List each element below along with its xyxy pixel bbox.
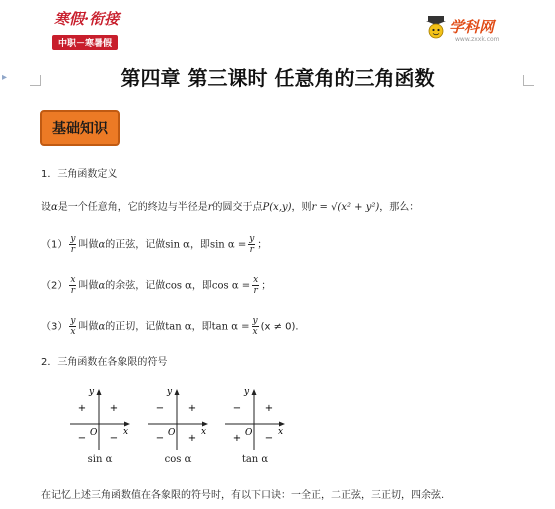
logo-right-text: 学科网 xyxy=(449,18,495,36)
logo-right-url: www.zxxk.com xyxy=(455,36,500,43)
svg-text:−: − xyxy=(109,433,119,444)
item2-heading: 2．三角函数在各象限的符号 xyxy=(41,357,168,368)
fraction: $\frac{y}{x}$ xyxy=(252,316,258,337)
svg-text:x: x xyxy=(278,427,284,437)
svg-text:O: O xyxy=(90,428,98,438)
brand-logo-right xyxy=(425,14,525,48)
svg-text:+: + xyxy=(77,403,87,414)
diagram-caption: cos α xyxy=(164,454,192,465)
mascot-icon xyxy=(425,14,447,42)
svg-text:y: y xyxy=(167,387,173,397)
axes-icon xyxy=(223,386,287,452)
section-badge: 基础知识 xyxy=(40,110,120,146)
svg-text:+: + xyxy=(187,403,197,414)
radius-formula: r = √(x² + y²) xyxy=(311,202,380,213)
axes-icon xyxy=(68,386,132,452)
alpha-symbol: α xyxy=(51,202,58,213)
svg-text:+: + xyxy=(232,433,242,444)
svg-text:y: y xyxy=(244,387,250,397)
fraction: $\frac{y}{r}$ xyxy=(70,234,76,255)
def-sine: （1） $\frac{y}{r}$ 叫做α的正弦，记做sin α，即sin α = $\frac{y}{r}$ ； xyxy=(41,234,268,255)
svg-text:+: + xyxy=(109,403,119,414)
quadrant-diagram-sin xyxy=(68,386,132,468)
svg-text:+: + xyxy=(264,403,274,414)
definition-line: 设α是一个任意角，它的终边与半径是r的圆交于点P(x,y)，则r = √(x² + y²)，那么： xyxy=(41,202,420,213)
logo-left-sub: 中职－寒暑假 xyxy=(52,35,118,50)
quadrant-diagram-cos xyxy=(146,386,210,468)
svg-text:y: y xyxy=(89,387,95,397)
svg-text:−: − xyxy=(155,403,165,414)
margin-arrow-icon: ▸ xyxy=(2,72,8,83)
brand-logo-left xyxy=(50,8,132,56)
quadrant-diagram-tan xyxy=(223,386,287,468)
svg-text:−: − xyxy=(232,403,242,414)
svg-text:O: O xyxy=(168,428,176,438)
fraction: $\frac{x}{r}$ xyxy=(70,275,76,296)
fraction: $\frac{x}{r}$ xyxy=(253,275,259,296)
item1-heading: 1．三角函数定义 xyxy=(41,169,118,180)
mnemonic-footer: 在记忆上述三角函数值在各象限的符号时，有以下口诀：一全正，二正弦，三正切，四余弦. xyxy=(41,490,445,501)
logo-left-text: 寒假·衔接 xyxy=(54,10,120,28)
page-title: 第四章 第三课时 任意角的三角函数 xyxy=(120,66,435,90)
svg-text:−: − xyxy=(155,433,165,444)
diagram-caption: tan α xyxy=(241,454,269,465)
axes-icon xyxy=(146,386,210,452)
svg-text:+: + xyxy=(187,433,197,444)
svg-text:x: x xyxy=(201,427,207,437)
point-p: P(x,y) xyxy=(262,202,292,213)
svg-text:−: − xyxy=(264,433,274,444)
def-cosine: （2） $\frac{x}{r}$ 叫做α的余弦，记做cos α，即cos α = $\frac{x}{r}$ ； xyxy=(41,275,272,296)
fraction: $\frac{y}{r}$ xyxy=(249,234,255,255)
svg-text:−: − xyxy=(77,433,87,444)
def-tangent: （3） $\frac{y}{x}$ 叫做α的正切，记做tan α，即tan α = $\frac{y}{x}$ (x ≠ 0)． xyxy=(41,316,306,337)
svg-text:x: x xyxy=(123,427,129,437)
svg-text:O: O xyxy=(245,428,253,438)
diagram-caption: sin α xyxy=(87,454,113,465)
fraction: $\frac{y}{x}$ xyxy=(70,316,76,337)
